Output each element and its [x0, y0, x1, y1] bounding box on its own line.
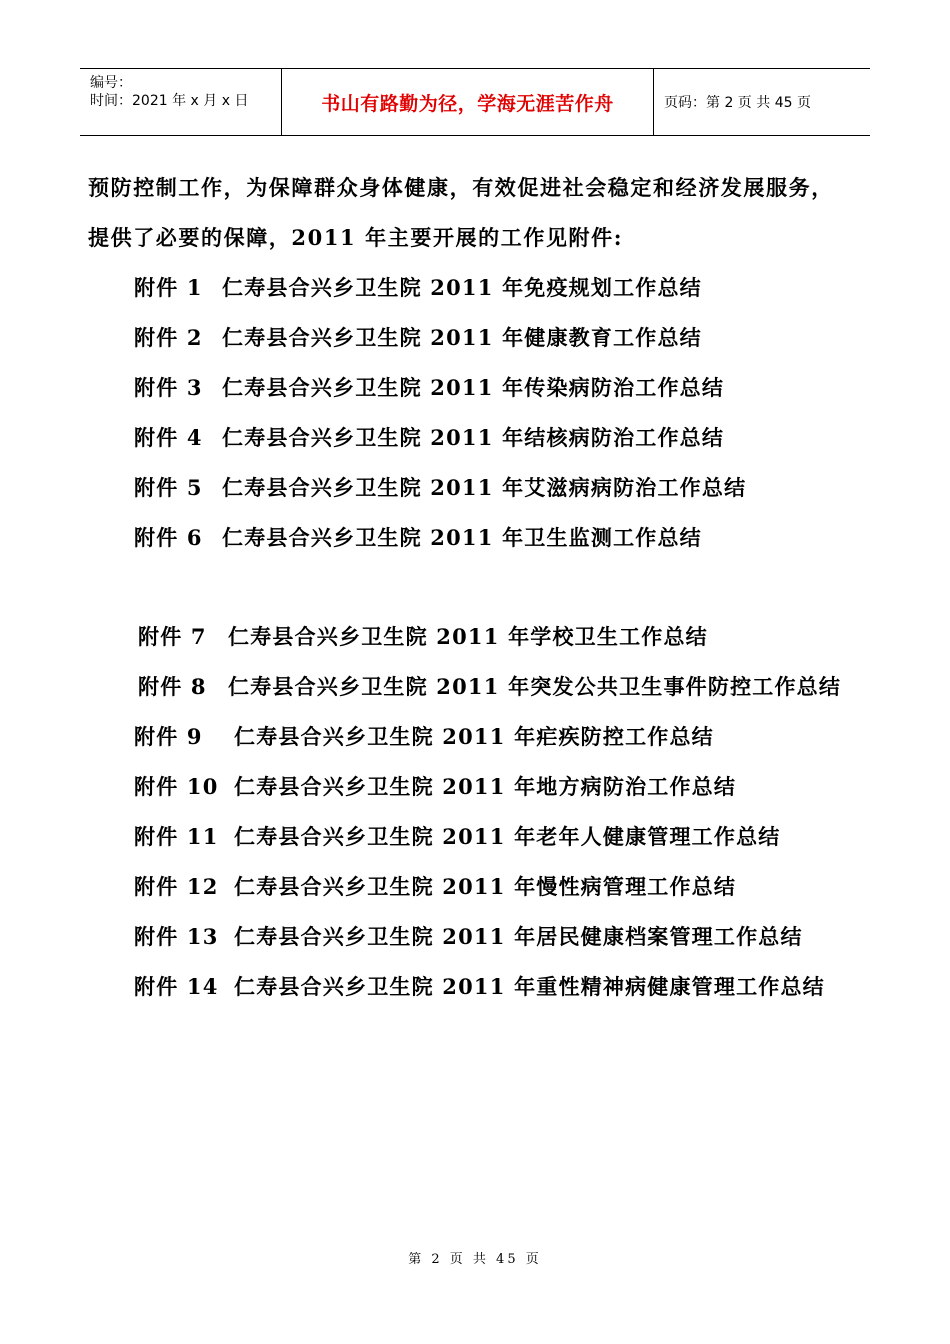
- attachment-label: 附件 3: [134, 375, 203, 400]
- attachment-label: 附件 8: [138, 674, 207, 699]
- attachment-label: 附件 6: [134, 525, 203, 550]
- attachment-label: 附件 13: [134, 924, 219, 949]
- body-paragraph-line-1: 预防控制工作，为保障群众身体健康，有效促进社会稳定和经济发展服务，: [88, 175, 834, 200]
- attachment-label: 附件 2: [134, 325, 203, 350]
- attachment-title: 仁寿县合兴乡卫生院 2011 年健康教育工作总结: [222, 325, 702, 350]
- attachment-title: 仁寿县合兴乡卫生院 2011 年学校卫生工作总结: [228, 624, 708, 649]
- document-time: 时间：2021 年 x 月 x 日: [90, 93, 249, 109]
- attachment-item: [134, 272, 702, 302]
- attachment-item: [134, 322, 702, 352]
- header-motto: 书山有路勤为径，学海无涯苦作舟: [282, 69, 654, 135]
- attachment-item: [134, 921, 803, 951]
- attachment-item: [134, 771, 736, 801]
- attachment-label: 附件 5: [134, 475, 203, 500]
- attachment-label: 附件 14: [134, 974, 219, 999]
- attachment-item: [134, 821, 780, 851]
- header-meta-cell: [80, 69, 282, 135]
- attachment-title: 仁寿县合兴乡卫生院 2011 年居民健康档案管理工作总结: [234, 924, 803, 949]
- attachment-title: 仁寿县合兴乡卫生院 2011 年结核病防治工作总结: [222, 425, 725, 450]
- page-header: [80, 68, 870, 136]
- attachment-title: 仁寿县合兴乡卫生院 2011 年免疫规划工作总结: [222, 275, 702, 300]
- attachment-label: 附件 9: [134, 724, 203, 749]
- attachment-label: 附件 7: [138, 624, 207, 649]
- attachment-item: [138, 671, 841, 701]
- attachment-title: 仁寿县合兴乡卫生院 2011 年地方病防治工作总结: [234, 774, 737, 799]
- attachment-title: 仁寿县合兴乡卫生院 2011 年突发公共卫生事件防控工作总结: [228, 674, 842, 699]
- attachment-item: [134, 422, 724, 452]
- attachment-label: 附件 11: [134, 824, 219, 849]
- attachment-item: [134, 522, 702, 552]
- header-page-info: 页码：第 2 页 共 45 页: [664, 95, 811, 111]
- attachment-item: [134, 871, 736, 901]
- attachment-item: [134, 472, 746, 502]
- attachment-title: 仁寿县合兴乡卫生院 2011 年传染病防治工作总结: [222, 375, 725, 400]
- document-number: 编号：: [90, 75, 132, 91]
- attachment-label: 附件 10: [134, 774, 219, 799]
- attachment-label: 附件 12: [134, 874, 219, 899]
- attachment-title: 仁寿县合兴乡卫生院 2011 年艾滋病病防治工作总结: [222, 475, 747, 500]
- attachment-title: 仁寿县合兴乡卫生院 2011 年卫生监测工作总结: [222, 525, 702, 550]
- attachment-item: [134, 971, 825, 1001]
- attachment-title: 仁寿县合兴乡卫生院 2011 年老年人健康管理工作总结: [234, 824, 781, 849]
- attachment-item: [134, 721, 714, 751]
- attachment-item: [138, 621, 708, 651]
- attachment-label: 附件 1: [134, 275, 203, 300]
- attachment-item: [134, 372, 724, 402]
- attachment-title: 仁寿县合兴乡卫生院 2011 年疟疾防控工作总结: [234, 724, 714, 749]
- attachment-title: 仁寿县合兴乡卫生院 2011 年慢性病管理工作总结: [234, 874, 737, 899]
- attachment-title: 仁寿县合兴乡卫生院 2011 年重性精神病健康管理工作总结: [234, 974, 825, 999]
- body-paragraph-line-2: 提供了必要的保障，2011 年主要开展的工作见附件:: [88, 225, 624, 250]
- page-footer: 第 2 页 共 45 页: [408, 1252, 542, 1267]
- attachment-label: 附件 4: [134, 425, 203, 450]
